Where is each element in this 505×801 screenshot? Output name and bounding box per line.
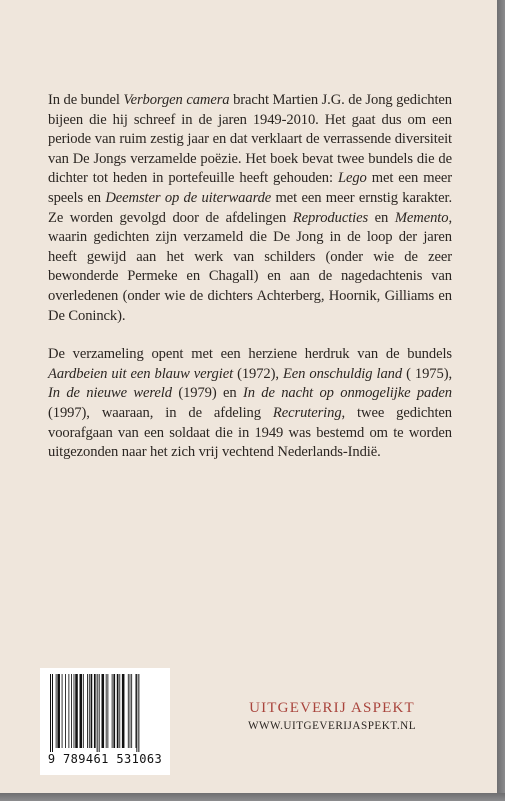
- blurb-text: [48, 91, 452, 463]
- barcode-bar: [52, 674, 53, 752]
- barcode-bar: [106, 674, 107, 748]
- barcode-bar: [74, 674, 75, 748]
- publisher-url: WWW.UITGEVERIJASPEKT.NL: [247, 720, 417, 732]
- barcode-bar: [75, 674, 78, 748]
- publisher-name: UITGEVERIJ ASPEKT: [249, 700, 415, 716]
- text-run: (1972),: [233, 365, 283, 382]
- barcode-bar: [117, 674, 119, 748]
- text-run: , waarin gedichten zijn verzameld die De Jong in de loop der jaren heeft gewijd aan het werk van schilders (onder wie de zeer bewonderde Permeke en Chagall) en aan de nagedachtenis van overledenen (onder wie de dichters Achterberg, Hoornik, Gilliams en De Coninck).: [48, 209, 453, 324]
- barcode-bar: [128, 674, 129, 748]
- italic-title: Een onschuldig land: [282, 365, 403, 382]
- barcode-bar: [97, 674, 98, 752]
- barcode-bar: [94, 674, 96, 748]
- barcode-bar: [138, 674, 139, 752]
- barcode-bar: [68, 674, 69, 748]
- text-run: met een meer ernstig karakter. Ze worden gevolgd door de afdelingen: [48, 189, 452, 226]
- blurb-paragraph-2: [48, 345, 452, 463]
- barcode-bar: [122, 674, 125, 748]
- italic-title: Lego: [337, 170, 367, 187]
- text-run: In de bundel: [48, 92, 124, 108]
- italic-title: In de nieuwe wereld: [48, 385, 172, 402]
- italic-title: Reproducties: [292, 209, 369, 226]
- italic-title: Aardbeien uit een blauw vergiet: [48, 365, 234, 382]
- barcode-bar: [50, 674, 51, 752]
- italic-title: Recrutering: [272, 404, 342, 421]
- barcode-bar: [119, 674, 120, 748]
- barcode-bar: [130, 674, 131, 748]
- barcode-bar: [65, 674, 66, 748]
- barcode-bar: [80, 674, 83, 748]
- text-run: (1979) en: [171, 385, 243, 402]
- text-run: ( 1975),: [402, 365, 453, 382]
- barcode-bar: [113, 674, 115, 748]
- barcode-bar: [107, 674, 108, 748]
- barcode-bar: [57, 674, 60, 748]
- text-run: , twee gedichten voorafgaan van een soldaat die in 1949 was bestemd om te worden uitgezonden naar het zich vrij vechtend Nederlands-Indië.: [48, 404, 453, 461]
- barcode-bar: [89, 674, 90, 748]
- italic-title: In de nacht op onmogelijke paden: [242, 385, 452, 402]
- barcode-bar: [87, 674, 88, 748]
- barcode-bar: [102, 674, 105, 748]
- text-run: en: [368, 209, 395, 226]
- italic-title: Memento: [394, 209, 449, 226]
- blurb-paragraph-1: [48, 91, 452, 326]
- publisher-block: [232, 700, 432, 732]
- barcode-bars: [48, 674, 162, 752]
- cover-edge-right: [497, 0, 505, 801]
- barcode-bar: [112, 674, 113, 748]
- italic-title: Deemster op de uiterwaarde: [105, 189, 272, 206]
- text-run: De verzameling opent met een herziene herdruk van de bundels: [48, 346, 452, 363]
- text-run: met een meer speels en: [48, 170, 452, 206]
- text-run: bracht Martien J.G. de Jong gedichten bijeen die hij schreef in de jaren 1949-2010. Het gaat dus om een periode van ruim zestig jaar en dat verklaart de verrassende diversiteit van De Jongs verzamelde poëzie. Het boek bevat twee bundels die de dichter tot heden in portefeuille heeft gehouden:: [48, 92, 453, 187]
- isbn-number: 9 789461 531063: [47, 752, 163, 766]
- barcode-bar: [136, 674, 137, 748]
- barcode-bar: [56, 674, 57, 748]
- barcode-bar: [91, 674, 93, 748]
- barcode-bar: [99, 674, 100, 752]
- cover-edge-bottom: [0, 793, 505, 801]
- text-run: (1997), waaraan, in de afdeling: [48, 404, 273, 421]
- barcode-bar: [71, 674, 72, 748]
- barcode-bar: [83, 674, 84, 748]
- italic-title: Verborgen camera: [123, 92, 230, 108]
- isbn-barcode: [40, 668, 170, 775]
- barcode-bar: [131, 674, 132, 748]
- barcode-bar: [62, 674, 63, 748]
- barcode-bar: [136, 674, 137, 752]
